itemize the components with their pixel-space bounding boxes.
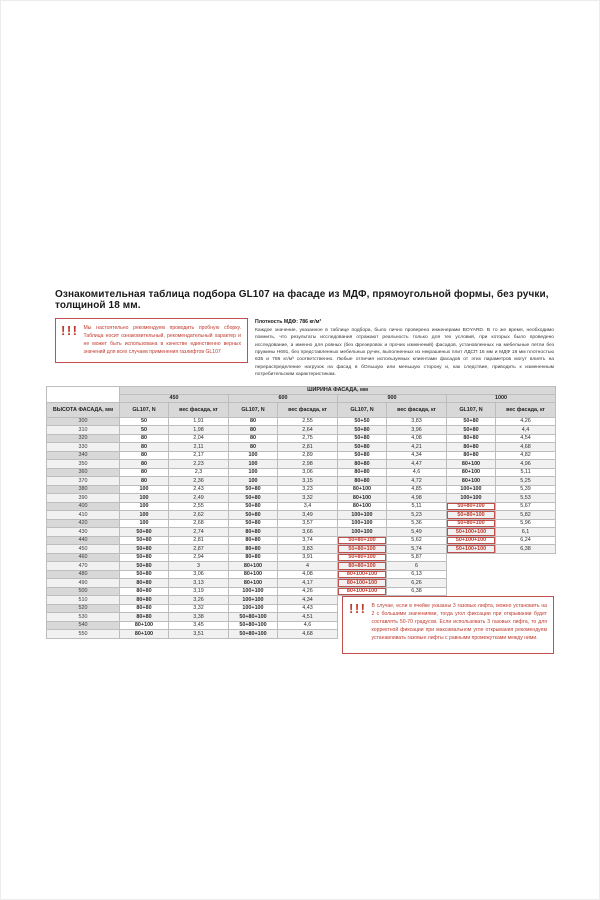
gl107-cell: 80 <box>229 426 278 435</box>
gl107-cell: 50+80 <box>338 426 387 435</box>
width-900: 900 <box>338 394 447 402</box>
top-warning-text: Мы настоятельно рекомендуем проводить пробную сборку. Таблица носит ознакомительный, рекомендательный характер и не может быть использована в качестве единственно верных значений для всех случаев применения газлифтов GL107 <box>83 325 241 356</box>
table-row <box>47 451 556 460</box>
weight-cell: 4,6 <box>278 621 338 630</box>
gl107-cell: 100 <box>229 468 278 477</box>
height-cell: 310 <box>47 426 120 435</box>
gl107-cell: 100 <box>229 477 278 486</box>
width-600: 600 <box>229 394 338 402</box>
weight-cell <box>496 570 556 579</box>
gl107-cell: 50+80 <box>120 536 169 545</box>
weight-cell: 4,43 <box>278 604 338 613</box>
weight-cell <box>496 587 556 596</box>
gl107-cell <box>447 553 496 562</box>
gl107-cell: 50+80 <box>447 417 496 426</box>
height-cell: 540 <box>47 621 120 630</box>
top-warning-box <box>55 318 248 363</box>
gl107-cell: 80+80 <box>120 604 169 613</box>
gl107-cell: 80+100 <box>229 562 278 571</box>
gl107-cell: 80+80 <box>120 596 169 605</box>
gl107-cell: 80+80+100 <box>338 562 387 571</box>
weight-cell: 3,32 <box>278 494 338 503</box>
height-cell: 510 <box>47 596 120 605</box>
height-cell: 530 <box>47 613 120 622</box>
weight-cell: 5,25 <box>496 477 556 486</box>
table-row <box>47 511 556 520</box>
weight-cell: 4,08 <box>278 570 338 579</box>
gl107-cell: 80+100 <box>120 630 169 639</box>
weight-cell: 2,62 <box>169 511 229 520</box>
table-row <box>47 570 556 579</box>
table-row <box>47 477 556 486</box>
gl107-cell: 100+100 <box>229 604 278 613</box>
weight-cell: 6 <box>387 562 447 571</box>
height-cell: 550 <box>47 630 120 639</box>
gl107-cell: 50+80 <box>338 451 387 460</box>
gl107-cell: 50+80 <box>447 426 496 435</box>
weight-cell: 4,34 <box>387 451 447 460</box>
gl107-cell: 80 <box>120 468 169 477</box>
table-row <box>47 579 556 588</box>
gl107-cell: 80+100 <box>338 494 387 503</box>
exclamation-icon: !!! <box>349 600 367 616</box>
gl107-cell: 50+80+100 <box>229 613 278 622</box>
intro-row <box>55 318 554 379</box>
weight-cell: 5,53 <box>496 494 556 503</box>
weight-cell: 4,34 <box>278 596 338 605</box>
gl107-cell <box>447 587 496 596</box>
weight-cell: 3,32 <box>169 604 229 613</box>
gl107-cell: 80+100+100 <box>338 587 387 596</box>
weight-cell: 5,67 <box>496 502 556 511</box>
height-cell: 480 <box>47 570 120 579</box>
weight-cell: 4,85 <box>387 485 447 494</box>
table-row <box>47 562 556 571</box>
gl107-cell: 50+50 <box>338 417 387 426</box>
weight-cell: 3,91 <box>278 553 338 562</box>
weight-cell: 3,83 <box>278 545 338 554</box>
height-cell: 380 <box>47 485 120 494</box>
header-row-width <box>47 386 556 394</box>
weight-cell: 6,13 <box>387 570 447 579</box>
gl107-cell: 100+100 <box>229 587 278 596</box>
weight-cell: 2,11 <box>169 443 229 452</box>
table-row <box>47 460 556 469</box>
weight-cell: 3,4 <box>278 502 338 511</box>
header-row-subheaders <box>47 402 556 417</box>
table-row <box>47 528 556 537</box>
weight-cell: 3,19 <box>169 587 229 596</box>
weight-cell: 3,96 <box>387 426 447 435</box>
bottom-warning-text: В случае, если в ячейке указаны 3 газовых лифта, можно установить на 2 с большими значениями, тогда угол фиксации при открывании будет составлять 50-70 градусов. Если использовать 3 газовых лифта, то для корректной фиксации при максимальном угле открывания рекомендуем устанавливать газовые лифты с равными промежутками между ними. <box>371 602 547 642</box>
gl107-cell: 50 <box>120 417 169 426</box>
weight-cell: 3,66 <box>278 528 338 537</box>
height-cell: 520 <box>47 604 120 613</box>
subheader-gl107: GL107, N <box>229 402 278 417</box>
gl107-cell: 50+80 <box>120 553 169 562</box>
weight-cell: 2,87 <box>169 545 229 554</box>
bottom-warning-box <box>342 596 554 654</box>
gl107-cell: 80+100 <box>229 570 278 579</box>
weight-cell: 3,74 <box>278 536 338 545</box>
weight-cell: 4,26 <box>278 587 338 596</box>
gl107-cell: 50+80 <box>120 562 169 571</box>
gl107-cell: 50+80 <box>120 528 169 537</box>
gl107-cell: 50+80+100 <box>447 511 496 520</box>
weight-cell: 2,81 <box>278 443 338 452</box>
weight-cell: 2,81 <box>169 536 229 545</box>
gl107-cell: 50+80 <box>229 511 278 520</box>
gl107-cell: 80+80 <box>229 545 278 554</box>
gl107-cell: 50 <box>120 426 169 435</box>
gl107-cell <box>447 562 496 571</box>
gl107-cell: 50+100+100 <box>447 528 496 537</box>
gl107-cell: 80 <box>229 434 278 443</box>
weight-cell: 2,75 <box>278 434 338 443</box>
gl107-cell: 80 <box>229 443 278 452</box>
width-header: ШИРИНА ФАСАДА, мм <box>120 386 556 394</box>
weight-cell: 5,49 <box>387 528 447 537</box>
weight-cell: 3,38 <box>169 613 229 622</box>
weight-cell: 3,45 <box>169 621 229 630</box>
gl107-cell: 100 <box>229 451 278 460</box>
gl107-cell: 80+80 <box>229 536 278 545</box>
subheader-weight: вес фасада, кг <box>169 402 229 417</box>
gl107-cell <box>447 570 496 579</box>
table-row <box>47 485 556 494</box>
gl107-cell: 50+80+100 <box>447 502 496 511</box>
selection-table-wrap <box>46 386 554 642</box>
weight-cell: 4,08 <box>387 434 447 443</box>
weight-cell: 2,17 <box>169 451 229 460</box>
height-cell: 500 <box>47 587 120 596</box>
weight-cell: 5,87 <box>387 553 447 562</box>
weight-cell: 2,04 <box>169 434 229 443</box>
weight-cell: 2,49 <box>169 494 229 503</box>
weight-cell: 5,39 <box>496 485 556 494</box>
gl107-cell: 80+100 <box>447 477 496 486</box>
table-row <box>47 443 556 452</box>
exclamation-icon: !!! <box>61 323 79 338</box>
gl107-cell: 80+80 <box>120 579 169 588</box>
weight-cell: 4,68 <box>278 630 338 639</box>
weight-cell: 4,47 <box>387 460 447 469</box>
gl107-cell: 100+100 <box>338 519 387 528</box>
weight-cell: 1,91 <box>169 417 229 426</box>
height-cell: 420 <box>47 519 120 528</box>
weight-cell: 5,36 <box>387 519 447 528</box>
header-row-width-values <box>47 394 556 402</box>
gl107-cell <box>447 579 496 588</box>
table-row <box>47 468 556 477</box>
weight-cell: 2,74 <box>169 528 229 537</box>
weight-cell: 2,3 <box>169 468 229 477</box>
weight-cell: 4,26 <box>496 417 556 426</box>
table-row <box>47 519 556 528</box>
weight-cell: 2,55 <box>278 417 338 426</box>
gl107-cell: 80+100+100 <box>338 579 387 588</box>
weight-cell: 4,82 <box>496 451 556 460</box>
gl107-cell: 100+100 <box>447 494 496 503</box>
weight-cell: 3,26 <box>169 596 229 605</box>
gl107-cell: 100+100 <box>338 528 387 537</box>
weight-cell: 2,68 <box>169 519 229 528</box>
subheader-gl107: GL107, N <box>120 402 169 417</box>
table-row <box>47 587 556 596</box>
weight-cell: 5,11 <box>387 502 447 511</box>
height-cell: 390 <box>47 494 120 503</box>
width-450: 450 <box>120 394 229 402</box>
height-cell: 400 <box>47 502 120 511</box>
gl107-cell: 100+100 <box>338 511 387 520</box>
weight-cell: 3,13 <box>169 579 229 588</box>
gl107-cell: 80+80 <box>338 477 387 486</box>
weight-cell: 6,1 <box>496 528 556 537</box>
weight-cell: 2,55 <box>169 502 229 511</box>
table-row <box>47 545 556 554</box>
weight-cell: 2,64 <box>278 426 338 435</box>
table-row <box>47 494 556 503</box>
gl107-cell: 50+80+100 <box>338 536 387 545</box>
table-row <box>47 502 556 511</box>
table-row <box>47 553 556 562</box>
gl107-cell: 50+80 <box>120 545 169 554</box>
gl107-cell: 50+80 <box>120 570 169 579</box>
gl107-cell: 80+100 <box>229 579 278 588</box>
weight-cell: 3,23 <box>278 485 338 494</box>
gl107-cell: 50+80+100 <box>338 553 387 562</box>
subheader-weight: вес фасада, кг <box>278 402 338 417</box>
gl107-cell: 100 <box>120 519 169 528</box>
table-row <box>47 417 556 426</box>
height-cell: 330 <box>47 443 120 452</box>
gl107-cell: 80 <box>120 451 169 460</box>
gl107-cell: 80+80 <box>447 451 496 460</box>
height-cell: 350 <box>47 460 120 469</box>
gl107-cell: 80+100 <box>338 502 387 511</box>
gl107-cell: 80+100 <box>120 621 169 630</box>
gl107-cell: 50+80 <box>229 494 278 503</box>
height-cell: 300 <box>47 417 120 426</box>
gl107-cell: 80+80 <box>447 434 496 443</box>
weight-cell: 3,49 <box>278 511 338 520</box>
gl107-cell: 80 <box>120 460 169 469</box>
gl107-cell: 100 <box>120 494 169 503</box>
weight-cell: 5,82 <box>496 511 556 520</box>
weight-cell: 3,15 <box>278 477 338 486</box>
gl107-cell: 50+100+100 <box>447 545 496 554</box>
gl107-cell: 80+100 <box>447 468 496 477</box>
gl107-cell: 100+100 <box>229 596 278 605</box>
gl107-cell: 80 <box>120 443 169 452</box>
height-cell: 450 <box>47 545 120 554</box>
table-row <box>47 434 556 443</box>
height-cell: 410 <box>47 511 120 520</box>
weight-cell: 1,98 <box>169 426 229 435</box>
gl107-cell: 80+80 <box>338 460 387 469</box>
weight-cell: 6,38 <box>387 587 447 596</box>
gl107-cell: 100+100 <box>447 485 496 494</box>
weight-cell: 3,83 <box>387 417 447 426</box>
gl107-cell: 50+80 <box>338 443 387 452</box>
height-header: ВЫСОТА ФАСАДА, мм <box>47 402 120 417</box>
subheader-gl107: GL107, N <box>338 402 387 417</box>
weight-cell: 4,51 <box>278 613 338 622</box>
gl107-cell: 50+80+100 <box>229 630 278 639</box>
weight-cell <box>496 562 556 571</box>
width-1000: 1000 <box>447 394 556 402</box>
gl107-cell: 100 <box>120 485 169 494</box>
gl107-cell: 80+80 <box>229 553 278 562</box>
gl107-cell: 50+80 <box>229 519 278 528</box>
weight-cell: 3,51 <box>169 630 229 639</box>
weight-cell: 2,36 <box>169 477 229 486</box>
weight-cell: 5,96 <box>496 519 556 528</box>
weight-cell: 4,68 <box>496 443 556 452</box>
gl107-cell: 50+80+100 <box>447 519 496 528</box>
weight-cell <box>496 553 556 562</box>
gl107-cell: 50+80 <box>229 485 278 494</box>
weight-cell: 6,24 <box>496 536 556 545</box>
weight-cell: 5,62 <box>387 536 447 545</box>
gl107-cell: 80+100 <box>447 460 496 469</box>
gl107-cell: 80 <box>120 477 169 486</box>
gl107-cell: 80 <box>120 434 169 443</box>
gl107-cell: 80 <box>229 417 278 426</box>
gl107-cell: 80+80 <box>120 613 169 622</box>
density-note <box>255 318 554 379</box>
weight-cell: 4,98 <box>387 494 447 503</box>
table-row <box>47 536 556 545</box>
weight-cell: 2,89 <box>278 451 338 460</box>
weight-cell: 4,4 <box>496 426 556 435</box>
gl107-cell: 80+80 <box>120 587 169 596</box>
weight-cell: 3,06 <box>278 468 338 477</box>
weight-cell: 2,43 <box>169 485 229 494</box>
corner-cell <box>47 386 120 402</box>
gl107-cell: 80+80 <box>447 443 496 452</box>
weight-cell <box>496 579 556 588</box>
weight-cell: 5,74 <box>387 545 447 554</box>
height-cell: 490 <box>47 579 120 588</box>
weight-cell: 6,38 <box>496 545 556 554</box>
gl107-cell: 80+100+100 <box>338 570 387 579</box>
gl107-cell: 80+80 <box>229 528 278 537</box>
subheader-weight: вес фасада, кг <box>496 402 556 417</box>
weight-cell: 4,21 <box>387 443 447 452</box>
weight-cell: 3 <box>169 562 229 571</box>
height-cell: 460 <box>47 553 120 562</box>
gl107-cell: 50+80 <box>338 434 387 443</box>
page-content <box>46 289 554 642</box>
density-heading: Плотность МДФ: 786 кг/м³ <box>255 319 322 325</box>
weight-cell: 5,11 <box>496 468 556 477</box>
weight-cell: 3,06 <box>169 570 229 579</box>
table-row <box>47 426 556 435</box>
weight-cell: 3,57 <box>278 519 338 528</box>
weight-cell: 5,23 <box>387 511 447 520</box>
weight-cell: 4 <box>278 562 338 571</box>
gl107-cell: 50+80+100 <box>338 545 387 554</box>
height-cell: 470 <box>47 562 120 571</box>
weight-cell: 2,23 <box>169 460 229 469</box>
weight-cell: 6,26 <box>387 579 447 588</box>
height-cell: 320 <box>47 434 120 443</box>
weight-cell: 4,96 <box>496 460 556 469</box>
gl107-cell: 80+80 <box>338 468 387 477</box>
height-cell: 360 <box>47 468 120 477</box>
weight-cell: 4,54 <box>496 434 556 443</box>
gl107-cell: 100 <box>229 460 278 469</box>
gl107-cell: 100 <box>120 502 169 511</box>
weight-cell: 2,94 <box>169 553 229 562</box>
subheader-gl107: GL107, N <box>447 402 496 417</box>
height-cell: 440 <box>47 536 120 545</box>
height-cell: 340 <box>47 451 120 460</box>
density-body: Каждое значение, указанное в таблице подбора, было лично проверено инженерами BOYARD. В то же время, необходимо помнить, что результаты исследования отражают реальность только для тех условий, при которых было проведено исследование, а именно для ровных (без фрезеровок и прочих изменений) фасадов, установленных на мебельные петли без пружины Н691, без представленных мебельных ручек, выполненных из некрашеных плит ЛДСП 16 мм и МДФ 18 мм плотностью 635 и 786 кг/м³ соответственно. Любые отличия используемых клиентами фасадов от этих параметров могут влиять на перераспределение нагрузок на фасад в бОльшую или меньшую сторону и, как следствие, приводить к измененным потребительским характеристикам. <box>255 328 554 378</box>
gl107-cell: 80+100 <box>338 485 387 494</box>
height-cell: 370 <box>47 477 120 486</box>
gl107-cell: 50+80 <box>229 502 278 511</box>
page-title: Ознакомительная таблица подбора GL107 на фасаде из МДФ, прямоугольной формы, без ручки, толщиной 18 мм. <box>55 289 549 311</box>
weight-cell: 4,6 <box>387 468 447 477</box>
subheader-weight: вес фасада, кг <box>387 402 447 417</box>
weight-cell: 2,98 <box>278 460 338 469</box>
gl107-cell: 50+100+100 <box>447 536 496 545</box>
gl107-cell: 100 <box>120 511 169 520</box>
weight-cell: 4,17 <box>278 579 338 588</box>
weight-cell: 4,72 <box>387 477 447 486</box>
height-cell: 430 <box>47 528 120 537</box>
gl107-cell: 50+80+100 <box>229 621 278 630</box>
